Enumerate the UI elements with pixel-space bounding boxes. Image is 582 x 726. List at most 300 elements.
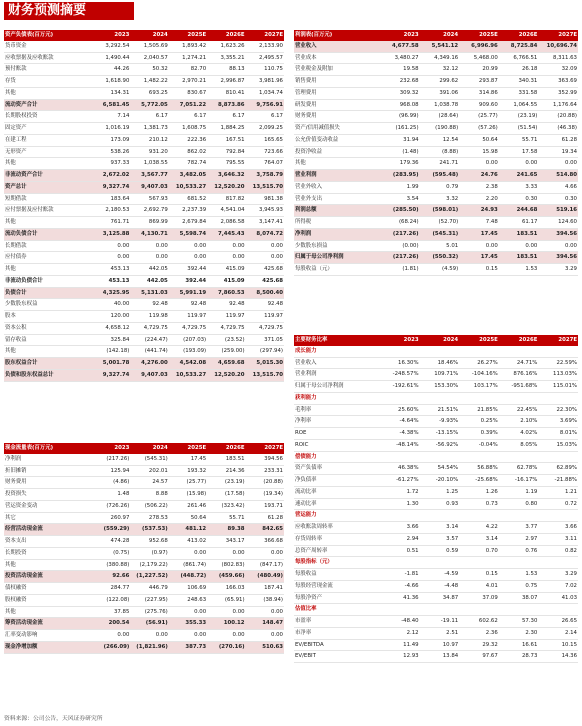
value-cell: -48.14% xyxy=(380,439,420,451)
value-cell: -4.66 xyxy=(380,580,420,592)
row-label: 每股净资产 xyxy=(294,592,380,604)
value-cell: (19.34) xyxy=(246,489,284,501)
value-cell: (142.18) xyxy=(92,346,130,358)
value-cell: 0.72 xyxy=(538,498,578,510)
value-cell: 4,130.71 xyxy=(130,228,168,240)
table-row xyxy=(4,358,284,370)
value-cell: 415.09 xyxy=(207,264,245,276)
value-cell: 453.13 xyxy=(92,275,130,287)
value-cell: 222.36 xyxy=(169,134,207,146)
value-cell: -9.93% xyxy=(420,416,460,428)
value-cell: 567.93 xyxy=(130,193,168,205)
value-cell xyxy=(538,451,578,463)
row-label: 非流动负债合计 xyxy=(4,275,92,287)
value-cell: (23.19) xyxy=(207,477,245,489)
value-cell: 3.77 xyxy=(499,522,539,534)
row-label: 净负债率 xyxy=(294,475,380,487)
year-header-cell: 2025E xyxy=(459,30,499,41)
value-cell: -21.88% xyxy=(538,475,578,487)
value-cell: 3.14 xyxy=(420,522,460,534)
value-cell: 103.17% xyxy=(459,381,499,393)
value-cell: 233.31 xyxy=(246,465,284,477)
value-cell: 340.31 xyxy=(499,76,539,88)
table-row xyxy=(294,170,578,182)
row-label: 销售费用 xyxy=(294,76,380,88)
value-cell: (227.95) xyxy=(130,594,168,606)
value-cell: 0.00 xyxy=(207,630,245,642)
value-cell: 92.48 xyxy=(246,299,284,311)
value-cell: 12,520.20 xyxy=(207,181,245,193)
value-cell: 46.38% xyxy=(380,463,420,475)
value-cell: (122.08) xyxy=(92,594,130,606)
value-cell: 4.22 xyxy=(459,522,499,534)
value-cell: 5,598.74 xyxy=(169,228,207,240)
value-cell: 16.30% xyxy=(380,357,420,369)
value-cell: 167.51 xyxy=(207,134,245,146)
value-cell: (38.94) xyxy=(246,594,284,606)
value-cell: 876.16% xyxy=(499,369,539,381)
row-label: 应收账款周转率 xyxy=(294,522,380,534)
table-row xyxy=(4,181,284,193)
value-cell: 278.53 xyxy=(130,512,168,524)
value-cell: 0.00 xyxy=(538,240,578,252)
table-row xyxy=(4,52,284,64)
value-cell: 8,873.86 xyxy=(207,99,245,111)
value-cell xyxy=(420,346,460,357)
value-cell: (480.49) xyxy=(246,571,284,583)
value-cell: 115.01% xyxy=(538,381,578,393)
value-cell: 7,051.22 xyxy=(169,99,207,111)
value-cell: 24.76 xyxy=(459,170,499,182)
value-cell: 2.38 xyxy=(459,181,499,193)
row-label: 研发费用 xyxy=(294,99,380,111)
value-cell: 100.12 xyxy=(207,618,245,630)
value-cell: (52.70) xyxy=(420,217,460,229)
value-cell: 343.17 xyxy=(207,536,245,548)
value-cell: 165.65 xyxy=(246,134,284,146)
table-row xyxy=(294,486,578,498)
value-cell: 183.51 xyxy=(499,252,539,264)
row-label: 汇率变动影响 xyxy=(4,630,92,642)
value-cell xyxy=(499,557,539,569)
row-label: 净利率 xyxy=(294,416,380,428)
value-cell: 31.94 xyxy=(380,134,420,146)
row-label: 营业外收入 xyxy=(294,181,380,193)
value-cell: (190.88) xyxy=(420,123,460,135)
value-cell: (1.81) xyxy=(380,264,420,276)
value-cell: 3,981.96 xyxy=(246,76,284,88)
table-row xyxy=(294,41,578,52)
value-cell: 92.48 xyxy=(207,299,245,311)
value-cell: 4,541.04 xyxy=(207,205,245,217)
row-label: 资产负债率 xyxy=(294,463,380,475)
value-cell: 13.84 xyxy=(420,651,460,663)
row-label: 债权融资 xyxy=(4,583,92,595)
row-label: 资本公积 xyxy=(4,322,92,334)
value-cell: 937.33 xyxy=(92,158,130,170)
row-label: 负债合计 xyxy=(4,287,92,299)
value-cell: 3,480.27 xyxy=(380,52,420,64)
value-cell: 3.29 xyxy=(538,264,578,276)
row-label: 其他 xyxy=(4,606,92,618)
row-label: 应付票据及应付账款 xyxy=(4,205,92,217)
value-cell: 4,729.75 xyxy=(207,322,245,334)
value-cell: 0.51 xyxy=(380,545,420,557)
value-cell: 2,679.84 xyxy=(169,217,207,229)
value-cell: 0.15 xyxy=(459,569,499,581)
value-cell: 248.63 xyxy=(169,594,207,606)
value-cell: 1.99 xyxy=(380,181,420,193)
value-cell: 869.99 xyxy=(130,217,168,229)
value-cell: 28.73 xyxy=(499,651,539,663)
value-cell: 602.62 xyxy=(459,616,499,628)
table-header-row xyxy=(4,443,284,454)
value-cell: (46.38) xyxy=(538,123,578,135)
value-cell xyxy=(538,346,578,357)
table-row xyxy=(294,158,578,170)
value-cell: 193.71 xyxy=(246,500,284,512)
value-cell: 214.36 xyxy=(207,465,245,477)
value-cell: 842.65 xyxy=(246,524,284,536)
table-row xyxy=(4,630,284,642)
value-cell: (802.83) xyxy=(207,559,245,571)
row-label: 资产/信用减值损失 xyxy=(294,123,380,135)
value-cell xyxy=(459,557,499,569)
value-cell: -48.40 xyxy=(380,616,420,628)
value-cell: 8.05% xyxy=(499,439,539,451)
value-cell: (441.74) xyxy=(130,346,168,358)
value-cell: 4,729.75 xyxy=(169,322,207,334)
row-label: 应付债券 xyxy=(4,252,92,264)
row-label: 折旧摊销 xyxy=(4,465,92,477)
year-header-cell: 2023 xyxy=(92,30,130,41)
table-row xyxy=(4,536,284,548)
value-cell: 15.03% xyxy=(538,439,578,451)
table-row xyxy=(4,512,284,524)
value-cell: 9,407.03 xyxy=(130,181,168,193)
value-cell: 0.00 xyxy=(459,240,499,252)
table-row xyxy=(294,123,578,135)
value-cell: 1,038.55 xyxy=(130,158,168,170)
table-row xyxy=(294,604,578,616)
value-cell: 1.21 xyxy=(538,486,578,498)
value-cell: 8.01% xyxy=(538,428,578,440)
table-row xyxy=(294,639,578,651)
value-cell: 394.56 xyxy=(246,454,284,465)
value-cell: 210.12 xyxy=(130,134,168,146)
table-row xyxy=(4,205,284,217)
year-header-cell: 2023 xyxy=(92,443,130,454)
value-cell: 0.59 xyxy=(420,545,460,557)
value-cell: 0.82 xyxy=(538,545,578,557)
value-cell: 0.15 xyxy=(459,264,499,276)
table-row xyxy=(294,146,578,158)
value-cell: (20.88) xyxy=(538,111,578,123)
value-cell: 723.66 xyxy=(246,146,284,158)
row-label: 长期投资 xyxy=(4,547,92,559)
table-row xyxy=(294,592,578,604)
table-row xyxy=(294,569,578,581)
table-title-cell: 主要财务比率 xyxy=(294,335,380,346)
value-cell: 387.73 xyxy=(169,641,207,653)
value-cell: (598.01) xyxy=(420,205,460,217)
value-cell: 0.30 xyxy=(538,193,578,205)
value-cell: 830.67 xyxy=(169,87,207,99)
value-cell: (23.19) xyxy=(499,111,539,123)
value-cell: -192.61% xyxy=(380,381,420,393)
value-cell: 3.14 xyxy=(459,533,499,545)
value-cell: -4.64% xyxy=(380,416,420,428)
value-cell: 0.25% xyxy=(459,416,499,428)
row-label: 在建工程 xyxy=(4,134,92,146)
value-cell: 179.36 xyxy=(380,158,420,170)
value-cell: 1,608.75 xyxy=(169,123,207,135)
value-cell xyxy=(459,604,499,616)
table-row xyxy=(294,533,578,545)
value-cell: 1,274.21 xyxy=(169,52,207,64)
value-cell: (23.52) xyxy=(207,334,245,346)
row-label: 负债和股东权益总计 xyxy=(4,369,92,381)
row-label: 每股指标（元） xyxy=(294,557,380,569)
value-cell: 92.48 xyxy=(130,299,168,311)
value-cell: 7.48 xyxy=(459,217,499,229)
value-cell: 4.01 xyxy=(459,580,499,592)
value-cell: 0.30 xyxy=(499,193,539,205)
value-cell: 26.65 xyxy=(538,616,578,628)
table-row xyxy=(4,299,284,311)
value-cell: 82.70 xyxy=(169,64,207,76)
value-cell xyxy=(538,604,578,616)
value-cell: 41.36 xyxy=(380,592,420,604)
value-cell: 0.00 xyxy=(207,606,245,618)
table-row xyxy=(294,475,578,487)
table-row xyxy=(294,392,578,404)
value-cell: (193.09) xyxy=(169,346,207,358)
value-cell: 34.87 xyxy=(420,592,460,604)
value-cell: 415.09 xyxy=(207,275,245,287)
value-cell xyxy=(420,557,460,569)
value-cell: 909.60 xyxy=(459,99,499,111)
value-cell: (2,179.22) xyxy=(130,559,168,571)
value-cell: 0.93 xyxy=(420,498,460,510)
value-cell: 15.98 xyxy=(459,146,499,158)
table-row xyxy=(294,404,578,416)
row-label: 营运资金变动 xyxy=(4,500,92,512)
row-label: 筹资活动现金流 xyxy=(4,618,92,630)
row-label: 资本支出 xyxy=(4,536,92,548)
table-row xyxy=(294,134,578,146)
value-cell: -20.10% xyxy=(420,475,460,487)
value-cell: (275.76) xyxy=(130,606,168,618)
value-cell: 2.94 xyxy=(380,533,420,545)
value-cell xyxy=(499,346,539,357)
row-label: 其他 xyxy=(4,158,92,170)
value-cell: 6.17 xyxy=(246,111,284,123)
row-label: 财务费用 xyxy=(4,477,92,489)
table-row xyxy=(4,170,284,182)
value-cell: 0.00 xyxy=(207,252,245,264)
table-row xyxy=(4,500,284,512)
value-cell: 3.66 xyxy=(538,522,578,534)
value-cell xyxy=(380,392,420,404)
value-cell: 514.80 xyxy=(538,170,578,182)
row-label: 营业利润 xyxy=(294,369,380,381)
year-header-cell: 2026E xyxy=(207,30,245,41)
value-cell: 1,016.19 xyxy=(92,123,130,135)
value-cell: 6,581.45 xyxy=(92,99,130,111)
row-label: 偿债能力 xyxy=(294,451,380,463)
row-label: 长期借款 xyxy=(4,240,92,252)
value-cell: 200.54 xyxy=(92,618,130,630)
value-cell: 0.00 xyxy=(499,158,539,170)
value-cell: 442.05 xyxy=(130,275,168,287)
value-cell: 19.34 xyxy=(538,146,578,158)
value-cell: 355.33 xyxy=(169,618,207,630)
value-cell: 0.00 xyxy=(499,240,539,252)
table-row xyxy=(4,41,284,52)
table-row xyxy=(294,76,578,88)
value-cell: (15.98) xyxy=(169,489,207,501)
value-cell: 0.00 xyxy=(92,630,130,642)
value-cell: 3.11 xyxy=(538,533,578,545)
year-header-cell: 2025E xyxy=(169,443,207,454)
value-cell: 6,766.51 xyxy=(499,52,539,64)
value-cell: 0.75 xyxy=(499,580,539,592)
table-row xyxy=(294,228,578,240)
value-cell: 134.31 xyxy=(92,87,130,99)
value-cell: 193.32 xyxy=(169,465,207,477)
value-cell: 425.68 xyxy=(246,264,284,276)
value-cell: 764.07 xyxy=(246,158,284,170)
table-row xyxy=(294,193,578,205)
table-row xyxy=(294,205,578,217)
income-statement-table xyxy=(294,30,578,276)
value-cell: 952.68 xyxy=(130,536,168,548)
row-label: 预付账款 xyxy=(4,64,92,76)
table-row xyxy=(4,240,284,252)
value-cell: 241.65 xyxy=(499,170,539,182)
value-cell: 21.51% xyxy=(420,404,460,416)
value-cell xyxy=(499,451,539,463)
value-cell: 6,996.96 xyxy=(459,41,499,52)
value-cell: 17.58 xyxy=(499,146,539,158)
value-cell: 106.69 xyxy=(169,583,207,595)
value-cell: 10,696.74 xyxy=(538,41,578,52)
row-label: 管理费用 xyxy=(294,87,380,99)
value-cell: (96.99) xyxy=(380,111,420,123)
value-cell xyxy=(538,557,578,569)
table-header-row xyxy=(294,335,578,346)
row-label: 每股经营现金流 xyxy=(294,580,380,592)
table-row xyxy=(4,334,284,346)
value-cell: 2.51 xyxy=(420,627,460,639)
value-cell: 0.00 xyxy=(169,252,207,264)
value-cell: 261.46 xyxy=(169,500,207,512)
value-cell: 4,659.68 xyxy=(207,358,245,370)
value-cell: 20.99 xyxy=(459,64,499,76)
value-cell: 3.33 xyxy=(499,181,539,193)
table-row xyxy=(294,510,578,522)
row-label: 少数股东损益 xyxy=(294,240,380,252)
value-cell: 425.68 xyxy=(246,275,284,287)
value-cell: 1,176.64 xyxy=(538,99,578,111)
value-cell: 119.98 xyxy=(130,311,168,323)
row-label: 货币资金 xyxy=(4,41,92,52)
value-cell: 1.53 xyxy=(499,569,539,581)
row-label: 其他 xyxy=(294,158,380,170)
row-label: ROIC xyxy=(294,439,380,451)
value-cell: 12,520.20 xyxy=(207,369,245,381)
value-cell: 391.06 xyxy=(420,87,460,99)
value-cell: 2,180.53 xyxy=(92,205,130,217)
value-cell: 1,381.73 xyxy=(130,123,168,135)
value-cell: 681.52 xyxy=(169,193,207,205)
value-cell: 981.38 xyxy=(246,193,284,205)
value-cell: 5,131.03 xyxy=(130,287,168,299)
value-cell: (283.95) xyxy=(380,170,420,182)
value-cell: 0.79 xyxy=(420,181,460,193)
value-cell: 10.15 xyxy=(538,639,578,651)
value-cell: 166.03 xyxy=(207,583,245,595)
value-cell: 2,970.21 xyxy=(169,76,207,88)
row-label: 利润总额 xyxy=(294,205,380,217)
value-cell: 4.66 xyxy=(538,181,578,193)
value-cell: 1,505.69 xyxy=(130,41,168,52)
value-cell: 2,996.87 xyxy=(207,76,245,88)
value-cell: (847.17) xyxy=(246,559,284,571)
value-cell: 1,482.22 xyxy=(130,76,168,88)
value-cell: (4.86) xyxy=(92,477,130,489)
value-cell: 50.64 xyxy=(459,134,499,146)
table-row xyxy=(294,522,578,534)
value-cell: 1.53 xyxy=(499,264,539,276)
table-row xyxy=(4,217,284,229)
row-label: 其他 xyxy=(4,264,92,276)
year-header-cell: 2024 xyxy=(130,443,168,454)
value-cell: 331.58 xyxy=(499,87,539,99)
value-cell: 0.00 xyxy=(246,547,284,559)
value-cell: 1,618.90 xyxy=(92,76,130,88)
value-cell: 2,133.90 xyxy=(246,41,284,52)
value-cell: 44.26 xyxy=(92,64,130,76)
value-cell xyxy=(380,557,420,569)
value-cell: 0.00 xyxy=(538,158,578,170)
value-cell: 9,327.74 xyxy=(92,181,130,193)
value-cell xyxy=(420,604,460,616)
value-cell: 2,692.79 xyxy=(130,205,168,217)
value-cell: 54.54% xyxy=(420,463,460,475)
value-cell: 22.45% xyxy=(499,404,539,416)
table-row xyxy=(4,489,284,501)
value-cell: 183.64 xyxy=(92,193,130,205)
value-cell: 125.94 xyxy=(92,465,130,477)
row-label: 经营活动现金流 xyxy=(4,524,92,536)
financial-ratios-body xyxy=(294,335,578,663)
table-row xyxy=(4,524,284,536)
value-cell: 0.00 xyxy=(169,630,207,642)
value-cell: 0.00 xyxy=(246,606,284,618)
value-cell: 3.54 xyxy=(380,193,420,205)
row-label: 成长能力 xyxy=(294,346,380,357)
value-cell: 3.29 xyxy=(538,569,578,581)
value-cell: -951.68% xyxy=(499,381,539,393)
value-cell: (537.53) xyxy=(130,524,168,536)
value-cell: (545.31) xyxy=(420,228,460,240)
value-cell: 183.51 xyxy=(207,454,245,465)
value-cell: 22.59% xyxy=(538,357,578,369)
year-header-cell: 2024 xyxy=(420,335,460,346)
value-cell xyxy=(499,510,539,522)
